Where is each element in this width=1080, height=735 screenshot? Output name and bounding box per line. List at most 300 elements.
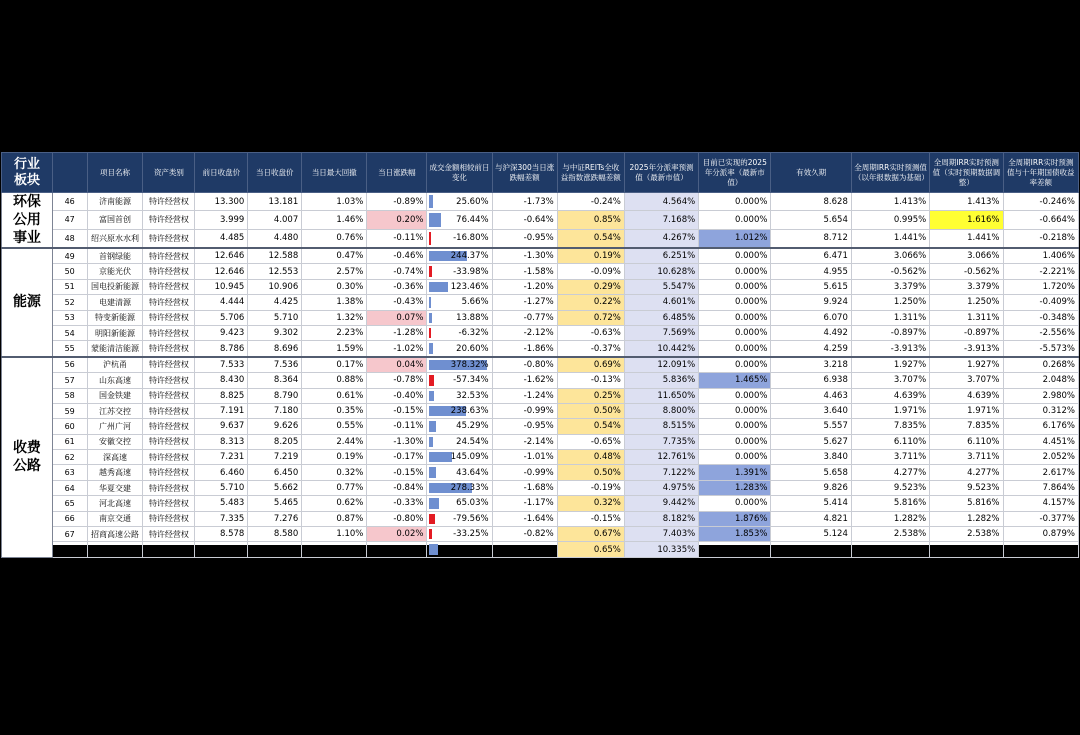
cell-reits-diff: -0.37%: [557, 341, 624, 357]
cell-change: 0.04%: [367, 357, 427, 373]
cell-irr1: 1.971%: [851, 403, 929, 418]
cell-hs300-diff: -0.99%: [492, 465, 557, 480]
cell-prev-close: 10.945: [195, 279, 248, 294]
table-row: [2, 264, 1079, 279]
volume-change-value: -79.56%: [453, 513, 489, 524]
table-body: [2, 193, 1079, 558]
header-row: [2, 153, 1079, 193]
table-row: [2, 248, 1079, 264]
cell-name: 越秀高速: [87, 465, 143, 480]
cell-irr1: 1.413%: [851, 193, 929, 211]
volume-change-value: 145.09%: [450, 452, 489, 463]
cell-yield: 5.836%: [624, 373, 698, 388]
cell-prev-close: 4.444: [195, 295, 248, 310]
cell-asset: 特许经营权: [143, 325, 195, 340]
cell-close: 9.626: [248, 419, 302, 434]
cell-reits-diff: 0.48%: [557, 450, 624, 465]
header-name: 项目名称: [87, 153, 143, 193]
cell-realized: 0.000%: [699, 310, 771, 325]
cell-duration: 9.826: [771, 480, 851, 495]
cell-reits-diff: 0.72%: [557, 310, 624, 325]
volume-change-value: 238.63%: [450, 406, 489, 417]
cell-yield: 5.547%: [624, 279, 698, 294]
cell-realized: 1.853%: [699, 527, 771, 542]
cell-spread: -5.573%: [1003, 341, 1078, 357]
cell-close: 5.662: [248, 480, 302, 495]
cell-hs300-diff: -1.73%: [492, 193, 557, 211]
cell-name: 明阳新能源: [87, 325, 143, 340]
table-row: [2, 527, 1079, 542]
cell-close: 8.696: [248, 341, 302, 357]
cell-duration: 5.124: [771, 527, 851, 542]
cell-close: 8.580: [248, 527, 302, 542]
cell-duration: 5.654: [771, 211, 851, 229]
cell-change: -0.11%: [367, 229, 427, 248]
cell-prev-close: 5.706: [195, 310, 248, 325]
cell-irr1: 0.995%: [851, 211, 929, 229]
cell-realized: 0.000%: [699, 542, 771, 557]
cell-yield: 10.442%: [624, 341, 698, 357]
cell-irr2: 3.066%: [930, 248, 1003, 264]
cell-asset: 特许经营权: [143, 542, 195, 557]
cell-duration: 5.557: [771, 419, 851, 434]
cell-name: 首钢绿能: [87, 248, 143, 264]
cell-hs300-diff: -0.95%: [492, 419, 557, 434]
volume-change-value: -33.25%: [453, 529, 489, 540]
header-reits-diff: 与中证REITs全收益指数涨跌幅差额: [557, 153, 624, 193]
table-row: [2, 465, 1079, 480]
cell-duration: 4.955: [771, 264, 851, 279]
cell-asset: 特许经营权: [143, 310, 195, 325]
cell-hs300-diff: -0.99%: [492, 403, 557, 418]
cell-drawdown: 0.62%: [302, 496, 367, 511]
volume-change-value: -16.80%: [453, 233, 489, 244]
cell-no: 64: [52, 480, 87, 495]
cell-spread: 2.980%: [1003, 388, 1078, 403]
cell-change: -0.40%: [367, 388, 427, 403]
cell-reits-diff: 0.22%: [557, 295, 624, 310]
cell-irr1: 0.444%: [851, 542, 929, 557]
cell-asset: 特许经营权: [143, 264, 195, 279]
cell-drawdown: 0.77%: [302, 480, 367, 495]
cell-no: 67: [52, 527, 87, 542]
cell-change: 0.02%: [367, 527, 427, 542]
cell-close: 8.364: [248, 373, 302, 388]
cell-irr2: -0.897%: [930, 325, 1003, 340]
cell-close: 8.205: [248, 434, 302, 449]
cell-hs300-diff: -1.64%: [492, 511, 557, 526]
cell-drawdown: 0.47%: [302, 248, 367, 264]
cell-drawdown: 1.46%: [302, 211, 367, 229]
cell-reits-diff: -0.13%: [557, 373, 624, 388]
cell-change: -0.78%: [367, 373, 427, 388]
cell-no: 63: [52, 465, 87, 480]
cell-irr1: 1.282%: [851, 511, 929, 526]
cell-hs300-diff: -1.27%: [492, 295, 557, 310]
cell-reits-diff: 0.19%: [557, 248, 624, 264]
header-volume-change: 成交金额相较前日变化: [427, 153, 492, 193]
cell-no: 66: [52, 511, 87, 526]
cell-yield: 12.091%: [624, 357, 698, 373]
cell-no: 48: [52, 229, 87, 248]
cell-reits-diff: -0.09%: [557, 264, 624, 279]
cell-hs300-diff: -0.64%: [492, 211, 557, 229]
cell-yield: 9.442%: [624, 496, 698, 511]
volume-change-value: -6.32%: [458, 328, 489, 339]
volume-change-value: 20.60%: [456, 343, 489, 354]
cell-realized: 0.000%: [699, 325, 771, 340]
cell-drawdown: 2.44%: [302, 434, 367, 449]
cell-no: 58: [52, 388, 87, 403]
cell-irr2: 1.282%: [930, 511, 1003, 526]
volume-change-value: 32.53%: [456, 390, 489, 401]
cell-no: 46: [52, 193, 87, 211]
cell-prev-close: 9.637: [195, 419, 248, 434]
cell-spread: 4.157%: [1003, 496, 1078, 511]
cell-irr2: 3.711%: [930, 450, 1003, 465]
cell-irr1: 1.250%: [851, 295, 929, 310]
header-drawdown: 当日最大回撤: [302, 153, 367, 193]
cell-prev-close: 8.786: [195, 341, 248, 357]
cell-spread: 1.720%: [1003, 279, 1078, 294]
cell-reits-diff: -0.19%: [557, 480, 624, 495]
volume-change-value: -33.98%: [453, 266, 489, 277]
cell-irr1: 3.066%: [851, 248, 929, 264]
cell-close: 4.480: [248, 229, 302, 248]
cell-volume-change: [427, 511, 492, 526]
cell-spread: 6.176%: [1003, 419, 1078, 434]
cell-asset: 特许经营权: [143, 229, 195, 248]
cell-realized: 0.000%: [699, 248, 771, 264]
cell-volume-change: [427, 325, 492, 340]
cell-spread: -2.221%: [1003, 264, 1078, 279]
header-spread: 全周期IRR实时预测值与十年期国债收益率差额: [1003, 153, 1078, 193]
cell-name: 招商高速公路: [87, 527, 143, 542]
volume-change-value: 45.29%: [456, 421, 489, 432]
cell-no: 49: [52, 248, 87, 264]
cell-no: 50: [52, 264, 87, 279]
header-asset: 资产类别: [143, 153, 195, 193]
header-change: 当日涨跌幅: [367, 153, 427, 193]
cell-asset: 特许经营权: [143, 193, 195, 211]
cell-reits-diff: 0.25%: [557, 388, 624, 403]
cell-name: 济南能源: [87, 193, 143, 211]
cell-prev-close: 8.825: [195, 388, 248, 403]
cell-prev-close: 7.191: [195, 403, 248, 418]
cell-irr1: 4.277%: [851, 465, 929, 480]
cell-volume-change: [427, 193, 492, 211]
cell-close: 4.425: [248, 295, 302, 310]
cell-duration: 8.712: [771, 229, 851, 248]
cell-volume-change: [427, 229, 492, 248]
cell-name: 江苏交控: [87, 403, 143, 418]
cell-drawdown: 0.35%: [302, 403, 367, 418]
cell-asset: 特许经营权: [143, 341, 195, 357]
header-close: 当日收盘价: [248, 153, 302, 193]
volume-change-value: 25.60%: [456, 196, 489, 207]
cell-realized: 0.000%: [699, 450, 771, 465]
cell-close: 7.276: [248, 511, 302, 526]
cell-volume-change: [427, 248, 492, 264]
cell-asset: 特许经营权: [143, 480, 195, 495]
cell-irr2: 1.250%: [930, 295, 1003, 310]
table-row: [2, 310, 1079, 325]
cell-no: 61: [52, 434, 87, 449]
cell-no: 55: [52, 341, 87, 357]
cell-spread: 4.451%: [1003, 434, 1078, 449]
cell-asset: 特许经营权: [143, 511, 195, 526]
cell-realized: 1.391%: [699, 465, 771, 480]
cell-irr2: -0.562%: [930, 264, 1003, 279]
cell-irr2: 1.413%: [930, 193, 1003, 211]
cell-volume-change: [427, 341, 492, 357]
table-row: [2, 542, 1079, 557]
table-row: [2, 193, 1079, 211]
cell-reits-diff: 0.54%: [557, 419, 624, 434]
cell-name: 华夏交建: [87, 480, 143, 495]
cell-change: -1.28%: [367, 325, 427, 340]
cell-prev-close: 7.335: [195, 511, 248, 526]
cell-volume-change: [427, 527, 492, 542]
cell-irr1: -0.562%: [851, 264, 929, 279]
cell-yield: 12.761%: [624, 450, 698, 465]
cell-volume-change: [427, 279, 492, 294]
cell-yield: 4.564%: [624, 193, 698, 211]
cell-reits-diff: 0.50%: [557, 465, 624, 480]
cell-prev-close: 3.999: [195, 211, 248, 229]
cell-asset: 特许经营权: [143, 248, 195, 264]
cell-realized: 0.000%: [699, 496, 771, 511]
cell-name: 广州广河: [87, 419, 143, 434]
cell-prev-close: 5.710: [195, 480, 248, 495]
cell-name: 国电投新能源: [87, 279, 143, 294]
table-row: [2, 450, 1079, 465]
cell-spread: -0.348%: [1003, 310, 1078, 325]
cell-irr1: 1.927%: [851, 357, 929, 373]
cell-spread: -1.215%: [1003, 542, 1078, 557]
cell-name: 绍兴原水水利: [87, 229, 143, 248]
cell-name: 深高速: [87, 450, 143, 465]
cell-hs300-diff: -1.01%: [492, 450, 557, 465]
cell-name: 山东高速: [87, 373, 143, 388]
volume-change-value: 55.71%: [456, 544, 489, 555]
cell-asset: 特许经营权: [143, 388, 195, 403]
sector-label: [2, 248, 53, 357]
cell-yield: 4.267%: [624, 229, 698, 248]
cell-irr1: 3.711%: [851, 450, 929, 465]
cell-hs300-diff: -1.20%: [492, 279, 557, 294]
cell-prev-close: 13.300: [195, 193, 248, 211]
cell-duration: 3.840: [771, 450, 851, 465]
cell-drawdown: 0.87%: [302, 511, 367, 526]
header-hs300-diff: 与沪深300当日涨跌幅差额: [492, 153, 557, 193]
header-duration: 有效久期: [771, 153, 851, 193]
cell-irr2: 4.277%: [930, 465, 1003, 480]
header-irr2: 全周期IRR实时预测值（实时预期数据调整）: [930, 153, 1003, 193]
cell-drawdown: 1.59%: [302, 341, 367, 357]
cell-hs300-diff: -0.84%: [492, 542, 557, 557]
cell-volume-change: [427, 403, 492, 418]
cell-realized: 0.000%: [699, 264, 771, 279]
cell-volume-change: [427, 310, 492, 325]
cell-irr2: 4.639%: [930, 388, 1003, 403]
cell-reits-diff: -0.63%: [557, 325, 624, 340]
cell-yield: 4.975%: [624, 480, 698, 495]
cell-change: 0.00%: [367, 542, 427, 557]
cell-volume-change: [427, 264, 492, 279]
cell-close: 9.302: [248, 325, 302, 340]
cell-irr2: 1.971%: [930, 403, 1003, 418]
cell-prev-close: 12.646: [195, 264, 248, 279]
cell-realized: 0.000%: [699, 295, 771, 310]
cell-reits-diff: 0.54%: [557, 229, 624, 248]
cell-asset: 特许经营权: [143, 465, 195, 480]
cell-change: -0.17%: [367, 450, 427, 465]
cell-hs300-diff: -0.80%: [492, 357, 557, 373]
volume-change-value: 76.44%: [456, 214, 489, 225]
cell-no: 56: [52, 357, 87, 373]
cell-hs300-diff: -2.14%: [492, 434, 557, 449]
cell-volume-change: [427, 542, 492, 557]
cell-close: 12.553: [248, 264, 302, 279]
cell-drawdown: 0.88%: [302, 373, 367, 388]
table-row: [2, 211, 1079, 229]
cell-change: -0.43%: [367, 295, 427, 310]
cell-drawdown: 1.32%: [302, 310, 367, 325]
cell-prev-close: 4.485: [195, 229, 248, 248]
cell-change: -0.46%: [367, 248, 427, 264]
cell-reits-diff: 0.32%: [557, 496, 624, 511]
cell-spread: 2.048%: [1003, 373, 1078, 388]
cell-change: -0.15%: [367, 403, 427, 418]
cell-irr2: 2.538%: [930, 527, 1003, 542]
cell-hs300-diff: -1.62%: [492, 373, 557, 388]
cell-irr2: 1.441%: [930, 229, 1003, 248]
cell-reits-diff: -0.65%: [557, 434, 624, 449]
table-row: [2, 373, 1079, 388]
cell-asset: 特许经营权: [143, 373, 195, 388]
cell-close: 12.588: [248, 248, 302, 264]
cell-change: -0.74%: [367, 264, 427, 279]
cell-close: 7.536: [248, 357, 302, 373]
cell-irr1: -0.897%: [851, 325, 929, 340]
cell-spread: 2.617%: [1003, 465, 1078, 480]
cell-volume-change: [427, 450, 492, 465]
cell-realized: 0.000%: [699, 279, 771, 294]
cell-prev-close: 7.533: [195, 357, 248, 373]
table-row: [2, 480, 1079, 495]
cell-hs300-diff: -1.58%: [492, 264, 557, 279]
cell-close: 7.180: [248, 403, 302, 418]
cell-volume-change: [427, 480, 492, 495]
reits-table: [1, 152, 1079, 558]
cell-yield: 7.122%: [624, 465, 698, 480]
sector-name: 能源: [12, 294, 41, 311]
table-row: [2, 357, 1079, 373]
header-yield: 2025年分派率预测值（最新市值）: [624, 153, 698, 193]
cell-asset: 特许经营权: [143, 211, 195, 229]
cell-no: 59: [52, 403, 87, 418]
cell-drawdown: 1.10%: [302, 527, 367, 542]
cell-spread: -0.664%: [1003, 211, 1078, 229]
cell-name: 京能光伏: [87, 264, 143, 279]
cell-yield: 7.168%: [624, 211, 698, 229]
cell-irr2: 9.523%: [930, 480, 1003, 495]
cell-drawdown: 1.38%: [302, 295, 367, 310]
cell-no: 65: [52, 496, 87, 511]
cell-duration: 6.070: [771, 310, 851, 325]
cell-prev-close: 6.460: [195, 465, 248, 480]
reits-table-sheet: [1, 152, 1079, 555]
cell-duration: 4.821: [771, 511, 851, 526]
cell-spread: 0.312%: [1003, 403, 1078, 418]
cell-volume-change: [427, 357, 492, 373]
cell-drawdown: 0.76%: [302, 229, 367, 248]
cell-realized: 0.000%: [699, 193, 771, 211]
sector-label: [2, 357, 53, 558]
cell-change: -0.15%: [367, 465, 427, 480]
table-row: [2, 388, 1079, 403]
cell-no: 54: [52, 325, 87, 340]
table-row: [2, 341, 1079, 357]
table-row: [2, 295, 1079, 310]
cell-irr1: 1.441%: [851, 229, 929, 248]
cell-asset: 特许经营权: [143, 496, 195, 511]
header-no: [52, 153, 87, 193]
sector-label: [2, 193, 53, 249]
cell-drawdown: 0.17%: [302, 357, 367, 373]
cell-asset: 特许经营权: [143, 357, 195, 373]
cell-volume-change: [427, 373, 492, 388]
cell-prev-close: 9.423: [195, 325, 248, 340]
sector-name: 收费公路: [12, 440, 41, 475]
volume-change-value: 13.88%: [456, 312, 489, 323]
cell-yield: 8.182%: [624, 511, 698, 526]
cell-spread: 7.864%: [1003, 480, 1078, 495]
cell-name: 特变新能源: [87, 310, 143, 325]
cell-asset: 特许经营权: [143, 419, 195, 434]
cell-name: 安徽交控: [87, 434, 143, 449]
cell-reits-diff: -0.24%: [557, 193, 624, 211]
cell-duration: 5.658: [771, 465, 851, 480]
cell-name: 国金铁建: [87, 388, 143, 403]
cell-volume-change: [427, 295, 492, 310]
cell-name: 蒙能清洁能源: [87, 341, 143, 357]
cell-duration: 5.627: [771, 434, 851, 449]
volume-change-value: 24.54%: [456, 436, 489, 447]
cell-realized: 0.000%: [699, 403, 771, 418]
cell-reits-diff: -0.15%: [557, 511, 624, 526]
cell-hs300-diff: -1.68%: [492, 480, 557, 495]
cell-duration: 4.463: [771, 388, 851, 403]
cell-yield: 6.251%: [624, 248, 698, 264]
cell-change: -1.30%: [367, 434, 427, 449]
cell-no: 51: [52, 279, 87, 294]
cell-close: 4.007: [248, 211, 302, 229]
cell-spread: -0.246%: [1003, 193, 1078, 211]
cell-close: 5.710: [248, 310, 302, 325]
cell-irr2: 7.835%: [930, 419, 1003, 434]
cell-spread: -0.409%: [1003, 295, 1078, 310]
volume-change-value: 65.03%: [456, 498, 489, 509]
cell-drawdown: 2.23%: [302, 325, 367, 340]
cell-name: 沪杭甬: [87, 357, 143, 373]
cell-hs300-diff: -0.77%: [492, 310, 557, 325]
cell-drawdown: 0.55%: [302, 419, 367, 434]
cell-realized: 1.283%: [699, 480, 771, 495]
cell-close: 7.219: [248, 450, 302, 465]
cell-drawdown: 0.71%: [302, 542, 367, 557]
